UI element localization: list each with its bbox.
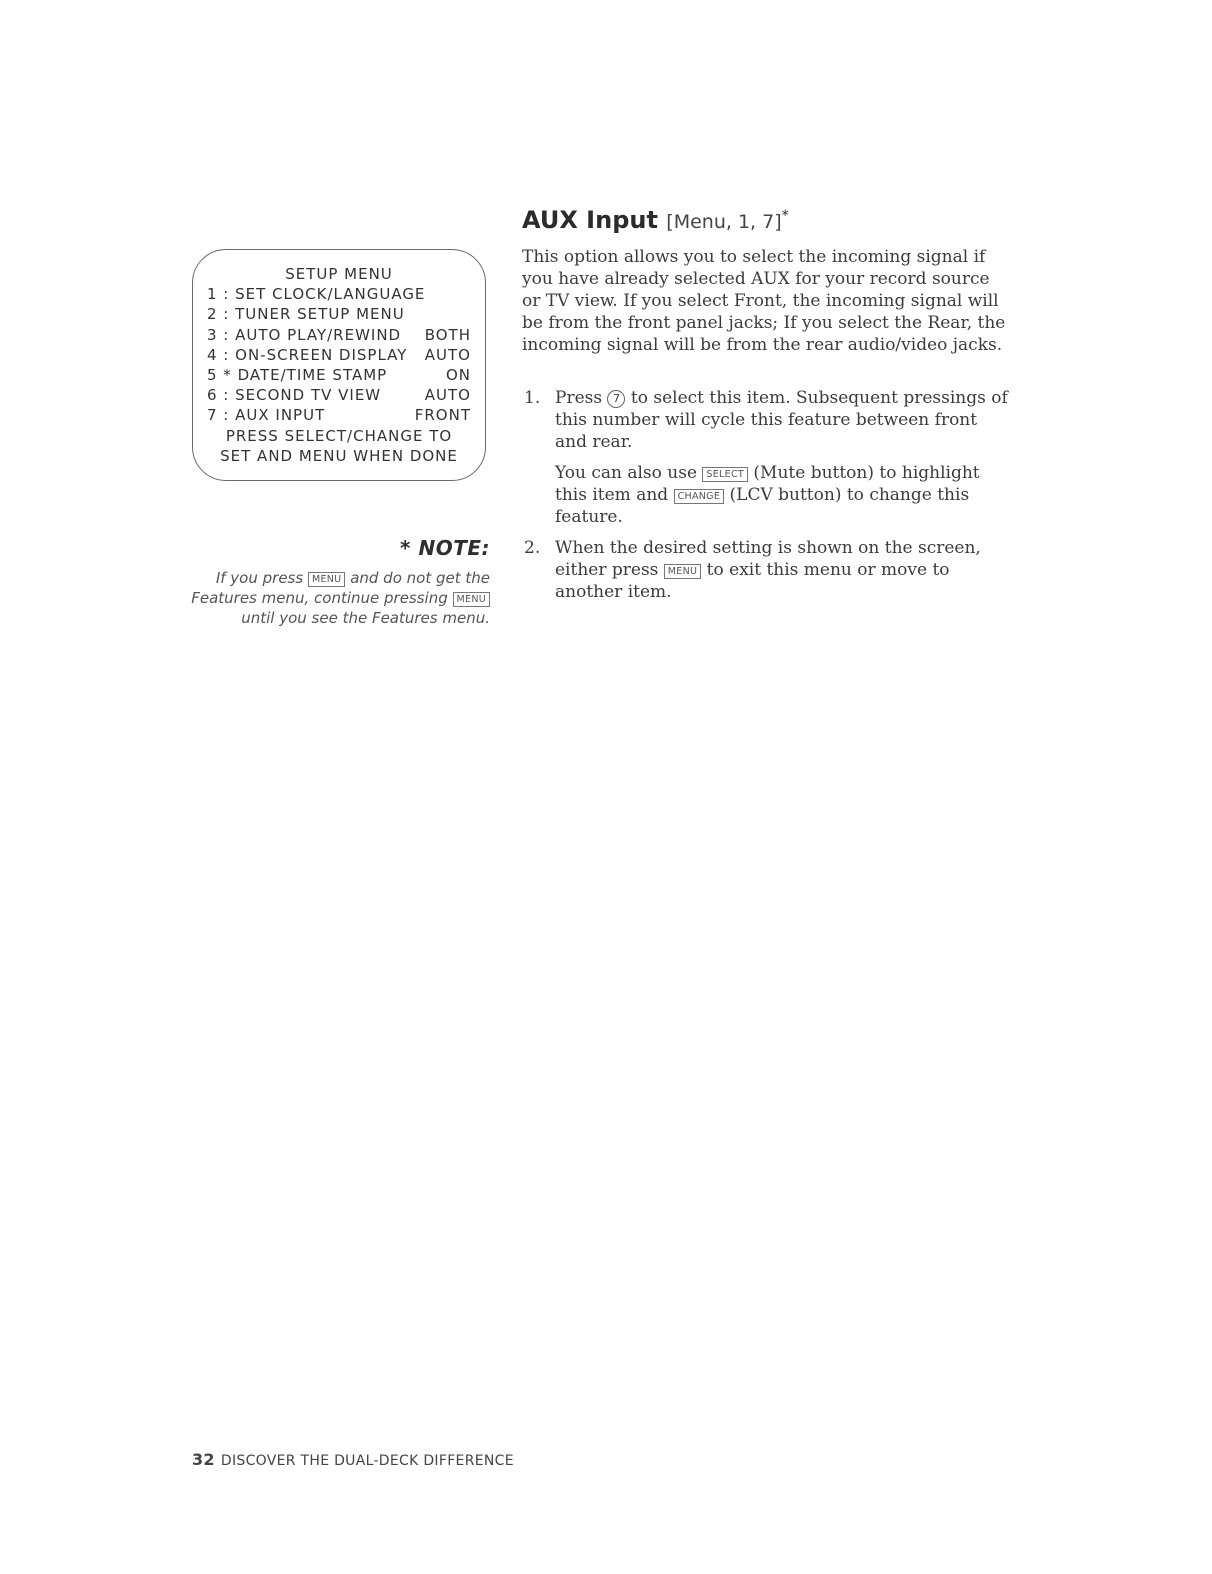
- note-title: * NOTE:: [400, 536, 490, 560]
- note-body: If you press MENU and do not get the Features menu, continue pressing MENU until you see the Features menu.: [191, 569, 490, 627]
- menu-key-icon: MENU: [308, 572, 345, 587]
- screen-row-5: 5 * DATE/TIME STAMP ON: [207, 366, 471, 385]
- menu-key-icon: MENU: [453, 592, 490, 607]
- screen-title: SETUP MENU: [285, 265, 393, 283]
- section-asterisk: *: [781, 208, 789, 224]
- page-footer: [192, 1450, 514, 1469]
- screen-row-6: 6 : SECOND TV VIEW AUTO: [207, 386, 471, 405]
- menu-key-icon: MENU: [664, 564, 701, 579]
- step-number: 1.: [524, 388, 541, 408]
- screen-row-1: 1 : SET CLOCK/LANGUAGE: [207, 285, 426, 304]
- step-text-secondary: You can also use SELECT (Mute button) to highlight this item and CHANGE (LCV button) to change this feature.: [555, 463, 980, 527]
- screen-footer-line-1: PRESS SELECT/CHANGE TO: [225, 426, 453, 445]
- screen-text: [207, 264, 471, 466]
- select-key-icon: SELECT: [702, 467, 748, 482]
- section-intro: This option allows you to select the incoming signal if you have already selected AUX for your record source or TV view. If you select Front, the incoming signal will be from the front panel jacks; If you select the Rear, the incoming signal will be from the rear audio/video jacks.: [522, 247, 1006, 355]
- screen-row-3: 3 : AUTO PLAY/REWIND BOTH: [207, 325, 471, 344]
- setup-menu-screen: [192, 249, 486, 481]
- step-2: [522, 537, 1010, 603]
- page-number: 32: [192, 1450, 215, 1469]
- steps-list: [522, 387, 1010, 603]
- screen-row-4: 4 : ON-SCREEN DISPLAY AUTO: [207, 345, 471, 364]
- step-1: [522, 387, 1010, 528]
- section-heading: [522, 206, 789, 234]
- number-7-key-icon: 7: [607, 390, 625, 408]
- footer-text: DISCOVER THE DUAL-DECK DIFFERENCE: [220, 1453, 514, 1469]
- screen-row-2: 2 : TUNER SETUP MENU: [207, 305, 405, 324]
- change-key-icon: CHANGE: [674, 489, 725, 504]
- section-title: AUX Input: [522, 206, 658, 234]
- step-text: Press 7 to select this item. Subsequent pressings of this number will cycle this feature between front and rear.: [555, 388, 1008, 452]
- step-number: 2.: [524, 538, 541, 558]
- step-text: When the desired setting is shown on the screen, either press MENU to exit this menu or move to another item.: [555, 538, 981, 602]
- section-menu-path: [Menu, 1, 7]: [666, 211, 782, 233]
- screen-footer-line-2: SET AND MENU WHEN DONE: [220, 446, 458, 465]
- screen-row-7: 7 : AUX INPUT FRONT: [207, 406, 471, 425]
